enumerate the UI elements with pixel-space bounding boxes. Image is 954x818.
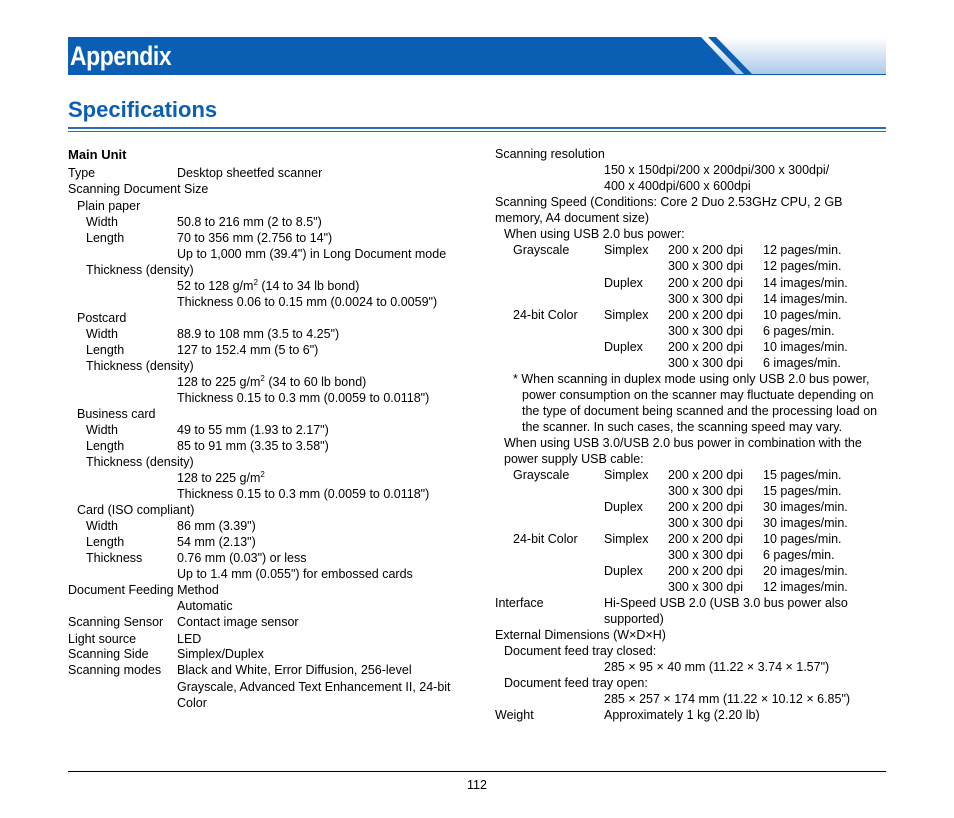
spec-value: 49 to 55 mm (1.93 to 2.17")	[177, 423, 329, 437]
spec-label: Document Feeding Method	[68, 583, 219, 597]
spec-value: Contact image sensor	[177, 615, 299, 629]
section-title: Specifications	[68, 97, 218, 122]
speed-value: 14 images/min.	[763, 276, 848, 290]
spec-label: Width	[86, 327, 118, 341]
spec-value: Thickness 0.06 to 0.15 mm (0.0024 to 0.0059")	[177, 295, 438, 309]
section-rule-thin	[68, 131, 886, 132]
spec-value: 52 to 128 $g/m^2$ (14 to 34 lb bond)	[177, 278, 360, 293]
side-label: Simplex	[604, 468, 649, 482]
spec-value: 150 x 150dpi/200 x 200dpi/300 x 300dpi/	[604, 163, 830, 177]
spec-label: Scanning Sensor	[68, 615, 164, 629]
dpi-label: 300 x 300 dpi	[668, 516, 744, 530]
spec-value: 86 mm (3.39")	[177, 519, 256, 533]
spec-value: Black and White, Error Diffusion, 256-level	[177, 663, 412, 677]
speed-value: 6 images/min.	[763, 356, 841, 370]
spec-label: Thickness (density)	[86, 359, 194, 373]
dpi-label: 200 x 200 dpi	[668, 340, 744, 354]
spec-sublabel: Document feed tray closed:	[504, 644, 657, 658]
spec-value: Up to 1,000 mm (39.4") in Long Document mode	[177, 247, 447, 261]
side-label: Duplex	[604, 276, 643, 290]
spec-value: 285 × 95 × 40 mm (11.22 × 3.74 × 1.57")	[604, 660, 830, 674]
chapter-title: Appendix	[70, 41, 172, 71]
dpi-label: 200 x 200 dpi	[668, 500, 744, 514]
speed-value: 30 images/min.	[763, 500, 848, 514]
dpi-label: 200 x 200 dpi	[668, 308, 744, 322]
spec-value: 85 to 91 mm (3.35 to 3.58")	[177, 439, 329, 453]
spec-label: Type	[68, 166, 96, 180]
spec-value: Approximately 1 kg (2.20 lb)	[604, 708, 760, 722]
speed-value: 10 pages/min.	[763, 532, 842, 546]
spec-label: Thickness (density)	[86, 455, 194, 469]
main-unit-heading: Main Unit	[68, 147, 127, 162]
dpi-label: 300 x 300 dpi	[668, 548, 744, 562]
spec-value: 70 to 356 mm (2.756 to 14")	[177, 231, 333, 245]
spec-label: Width	[86, 215, 118, 229]
spec-value: Desktop sheetfed scanner	[177, 166, 323, 180]
side-label: Simplex	[604, 308, 649, 322]
spec-label: Weight	[495, 708, 534, 722]
spec-value: Automatic	[177, 599, 233, 613]
mode-label: Grayscale	[513, 243, 570, 257]
spec-label: External Dimensions (W×D×H)	[495, 628, 666, 642]
side-label: Simplex	[604, 243, 649, 257]
dpi-label: 200 x 200 dpi	[668, 243, 744, 257]
spec-sublabel: power supply USB cable:	[504, 452, 644, 466]
spec-label: Thickness (density)	[86, 263, 194, 277]
spec-value: 128 to 225 $g/m^2$ (34 to 60 lb bond)	[177, 374, 367, 389]
speed-value: 10 pages/min.	[763, 308, 842, 322]
mode-label: 24-bit Color	[513, 308, 578, 322]
speed-value: 12 pages/min.	[763, 243, 842, 257]
section-rule	[68, 127, 886, 129]
dpi-label: 200 x 200 dpi	[668, 276, 744, 290]
speed-value: 15 pages/min.	[763, 468, 842, 482]
spec-label: Scanning Speed (Conditions: Core 2 Duo 2.53GHz CPU, 2 GB	[495, 195, 843, 209]
banner-graphic	[68, 37, 886, 75]
spec-sublabel: Document feed tray open:	[504, 676, 648, 690]
spec-value: 128 to 225 $g/m^2$	[177, 470, 265, 485]
page-number: 112	[467, 778, 487, 792]
note-text: the scanner. In such cases, the scanning speed may vary.	[522, 420, 843, 434]
speed-value: 15 pages/min.	[763, 484, 842, 498]
speed-value: 14 images/min.	[763, 292, 848, 306]
dpi-label: 300 x 300 dpi	[668, 580, 744, 594]
dpi-label: 200 x 200 dpi	[668, 564, 744, 578]
spec-label: Interface	[495, 596, 544, 610]
spec-label: Scanning Document Size	[68, 182, 209, 196]
side-label: Duplex	[604, 340, 643, 354]
spec-value: 54 mm (2.13")	[177, 535, 256, 549]
spec-label: Thickness	[86, 551, 143, 565]
spec-sublabel: Business card	[77, 407, 156, 421]
speed-value: 10 images/min.	[763, 340, 848, 354]
spec-label: Length	[86, 535, 125, 549]
dpi-label: 300 x 300 dpi	[668, 324, 744, 338]
dpi-label: 300 x 300 dpi	[668, 292, 744, 306]
dpi-label: 200 x 200 dpi	[668, 468, 744, 482]
spec-value: 88.9 to 108 mm (3.5 to 4.25")	[177, 327, 340, 341]
spec-value: 127 to 152.4 mm (5 to 6")	[177, 343, 319, 357]
spec-value: Up to 1.4 mm (0.055") for embossed cards	[177, 567, 413, 581]
spec-label: Scanning resolution	[495, 147, 605, 161]
dpi-label: 300 x 300 dpi	[668, 259, 744, 273]
mode-label: Grayscale	[513, 468, 570, 482]
dpi-label: 200 x 200 dpi	[668, 532, 744, 546]
spec-value: Simplex/Duplex	[177, 647, 264, 661]
mode-label: 24-bit Color	[513, 532, 578, 546]
spec-label: memory, A4 document size)	[495, 211, 649, 225]
spec-sublabel: Card (ISO compliant)	[77, 503, 195, 517]
spec-value: 50.8 to 216 mm (2 to 8.5")	[177, 215, 322, 229]
chapter-banner	[68, 37, 886, 75]
spec-label: Width	[86, 519, 118, 533]
spec-value: Thickness 0.15 to 0.3 mm (0.0059 to 0.0118")	[177, 487, 430, 501]
spec-sublabel: Postcard	[77, 311, 127, 325]
side-label: Simplex	[604, 532, 649, 546]
spec-label: Scanning Side	[68, 647, 149, 661]
spec-sublabel: When using USB 3.0/USB 2.0 bus power in combination with the	[504, 436, 862, 450]
side-label: Duplex	[604, 500, 643, 514]
spec-label: Length	[86, 343, 125, 357]
dpi-label: 300 x 300 dpi	[668, 356, 744, 370]
spec-value: 0.76 mm (0.03") or less	[177, 551, 307, 565]
spec-sublabel: When using USB 2.0 bus power:	[504, 227, 685, 241]
speed-value: 30 images/min.	[763, 516, 848, 530]
speed-value: 12 images/min.	[763, 580, 848, 594]
dpi-label: 300 x 300 dpi	[668, 484, 744, 498]
spec-label: Width	[86, 423, 118, 437]
spec-value: Color	[177, 696, 207, 710]
spec-label: Length	[86, 231, 125, 245]
note-text: power consumption on the scanner may fluctuate depending on	[522, 388, 874, 402]
spec-value: supported)	[604, 612, 664, 626]
spec-value: Hi-Speed USB 2.0 (USB 3.0 bus power also	[604, 596, 848, 610]
spec-value: LED	[177, 632, 202, 646]
spec-label: Scanning modes	[68, 663, 162, 677]
spec-value: Grayscale, Advanced Text Enhancement II, 24-bit	[177, 680, 451, 694]
side-label: Duplex	[604, 564, 643, 578]
spec-label: Light source	[68, 632, 137, 646]
spec-sublabel: Plain paper	[77, 199, 141, 213]
speed-value: 6 pages/min.	[763, 324, 835, 338]
spec-value: Thickness 0.15 to 0.3 mm (0.0059 to 0.0118")	[177, 391, 430, 405]
speed-value: 6 pages/min.	[763, 548, 835, 562]
note-text: * When scanning in duplex mode using only USB 2.0 bus power,	[513, 372, 870, 386]
spec-value: 400 x 400dpi/600 x 600dpi	[604, 179, 751, 193]
note-text: the type of document being scanned and the processing load on	[522, 404, 878, 418]
speed-value: 20 images/min.	[763, 564, 848, 578]
spec-label: Length	[86, 439, 125, 453]
spec-value: 285 × 257 × 174 mm (11.22 × 10.12 × 6.85")	[604, 692, 851, 706]
speed-value: 12 pages/min.	[763, 259, 842, 273]
footer-rule	[68, 771, 886, 772]
